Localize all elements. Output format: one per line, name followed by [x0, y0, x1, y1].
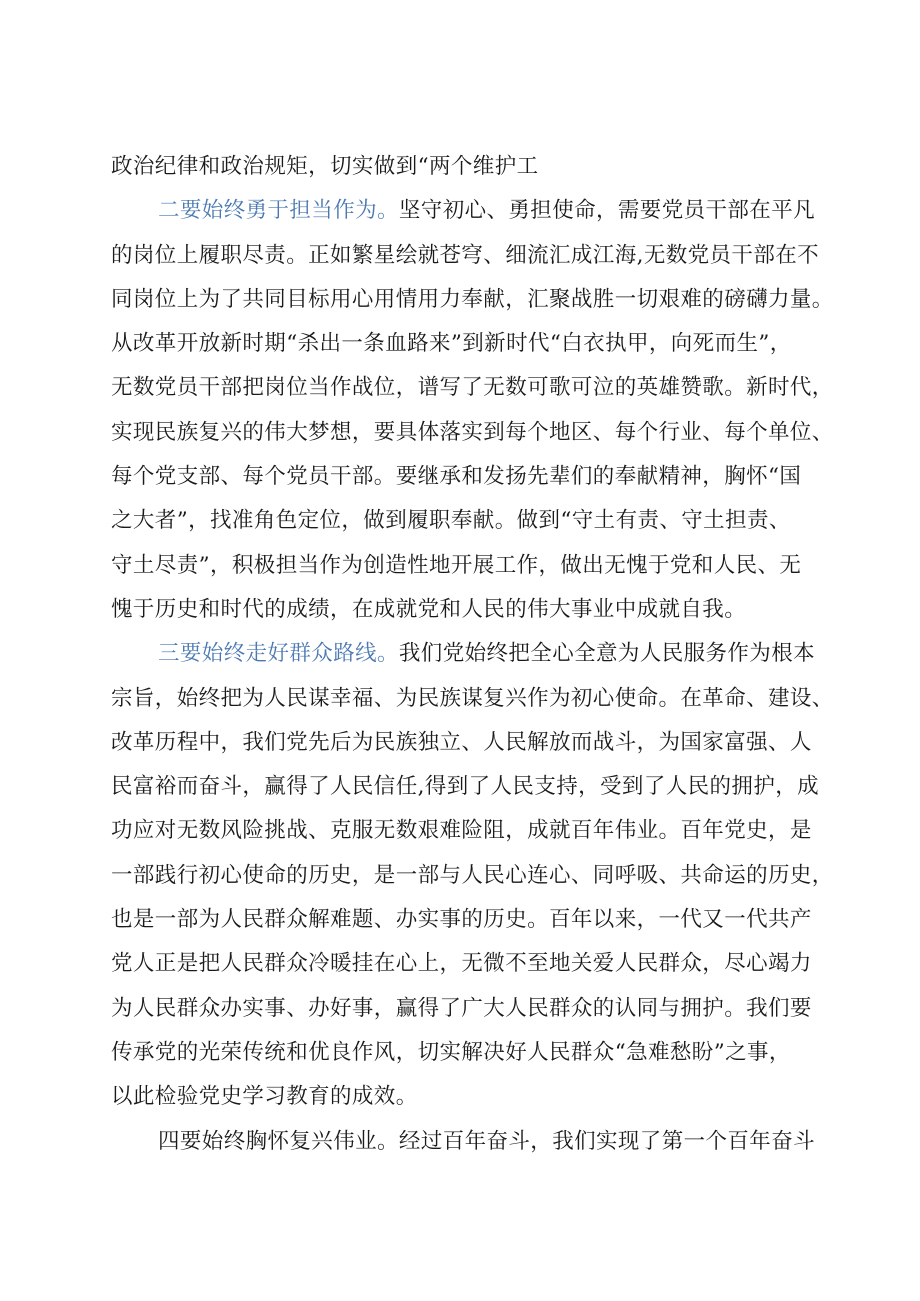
text-line	[111, 632, 826, 676]
text-line: 一部践行初心使命的历史，是一部与人民心连心、同呼吸、共命运的历史，	[111, 862, 834, 888]
text-line: 四要始终胸怀复兴伟业。经过百年奋斗，我们实现了第一个百年奋斗	[158, 1128, 816, 1154]
section-heading-3: 三要始终走好群众路线。	[158, 641, 399, 667]
text-line: 从改革开放新时期“杀出一条血路来”到新时代“白衣执甲，向死而生”，	[111, 331, 792, 357]
paragraph-3	[111, 632, 834, 1119]
text-line-rest: 我们党始终把全心全意为人民服务作为根本	[398, 641, 816, 667]
text-line: 传承党的光荣传统和优良作风，切实解决好人民群众“急难愁盼”之事，	[111, 1039, 791, 1065]
text-line-rest: 坚守初心、勇担使命，需要党员干部在平凡	[398, 198, 816, 224]
text-line: 每个党支部、每个党员干部。要继承和发扬先辈们的奉献精神，胸怀“国	[111, 464, 802, 490]
text-line: 宗旨，始终把为人民谋幸福、为民族谋复兴作为初心使命。在革命、建设、	[111, 685, 834, 711]
paragraph-1	[111, 145, 826, 189]
text-line: 改革历程中，我们党先后为民族独立、人民解放而战斗，为国家富强、人	[111, 729, 812, 755]
text-line: 以此检验党史学习教育的成效。	[111, 1084, 418, 1110]
text-line: 政治纪律和政治规矩，切实做到“两个维护工	[111, 154, 539, 179]
text-line: 同岗位上为了共同目标用心用情用力奉献，汇聚战胜一切艰难的磅礴力量。	[111, 286, 834, 312]
paragraph-2	[111, 189, 834, 632]
text-line: 愧于历史和时代的成绩，在成就党和人民的伟大事业中成就自我。	[111, 596, 747, 622]
text-line: 也是一部为人民群众解难题、办实事的历史。百年以来，一代又一代共产	[111, 907, 812, 933]
paragraph-4	[111, 1120, 826, 1164]
text-line: 的岗位上履职尽责。正如繁星绘就苍穹、细流汇成江海,无数党员干部在不	[111, 242, 820, 268]
section-heading-2: 二要始终勇于担当作为。	[158, 198, 399, 224]
text-line: 实现民族复兴的伟大梦想，要具体落实到每个地区、每个行业、每个单位、	[111, 419, 834, 445]
text-line: 党人正是把人民群众冷暖挂在心上，无微不至地关爱人民群众，尽心竭力	[111, 951, 812, 977]
text-line: 功应对无数风险挑战、克服无数艰难险阻，成就百年伟业。百年党史，是	[111, 818, 812, 844]
text-line	[111, 189, 826, 233]
text-line: 为人民群众办实事、办好事，赢得了广大人民群众的认同与拥护。我们要	[111, 995, 812, 1021]
text-line: 无数党员干部把岗位当作战位，谱写了无数可歌可泣的英雄赞歌。新时代，	[111, 375, 834, 401]
text-line: 民富裕而奋斗，赢得了人民信任,得到了人民支持，受到了人民的拥护，成	[111, 774, 820, 800]
text-line: 之大者”，找准角色定位，做到履职奉献。做到“守土有责、守土担责、	[111, 508, 791, 534]
text-line: 守土尽责”，积极担当作为创造性地开展工作，做出无愧于党和人民、无	[111, 552, 802, 578]
document-body	[111, 145, 834, 1164]
